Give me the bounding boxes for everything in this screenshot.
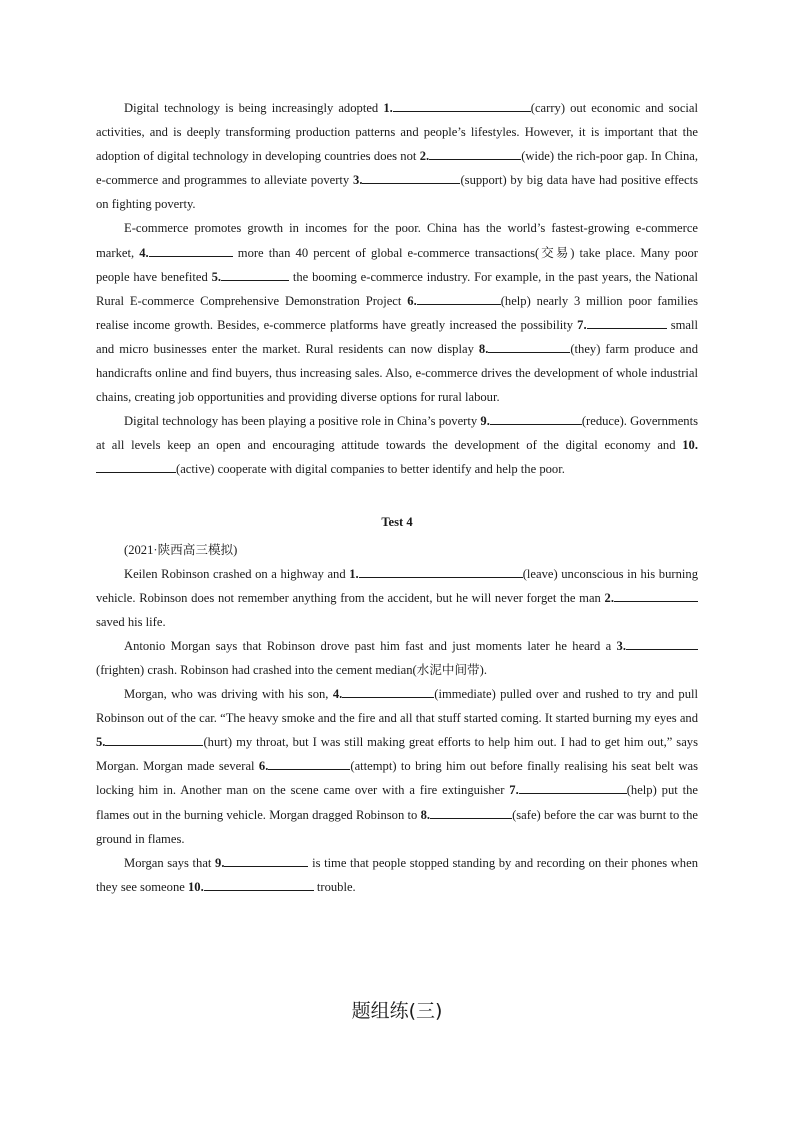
answer-blank[interactable]: [519, 780, 627, 794]
answer-blank[interactable]: [359, 564, 523, 578]
answer-blank[interactable]: [626, 636, 698, 650]
answer-blank[interactable]: [417, 291, 501, 305]
blank-number: 7: [509, 783, 516, 798]
blank-number: 6: [258, 759, 266, 774]
answer-blank[interactable]: [429, 146, 521, 160]
answer-blank[interactable]: [362, 170, 460, 184]
blank-number: 4: [139, 245, 146, 260]
answer-blank[interactable]: [268, 756, 350, 770]
answer-blank[interactable]: [149, 243, 233, 257]
passage1-paragraph-3: Digital technology has been playing a positive role in China’s poverty 9. (reduce). Governments at all levels keep an open and encouraging attitude towards the development of the digital economy and 10.(active) cooperate with digital companies to better identify and help the poor.: [96, 409, 698, 481]
answer-blank[interactable]: [430, 805, 512, 819]
blank-number: 6: [407, 293, 414, 308]
blank-number: 3: [616, 638, 623, 653]
blank-number: 9: [215, 855, 222, 870]
group-title: 题组练(三): [351, 1000, 443, 1022]
passage1-paragraph-2: E-commerce promotes growth in incomes for the poor. China has the world’s fastest-growing e-commerce market, 4. more than 40 percent of global e-commerce transactions(交易) take place. Many poor people have benefited 5. the booming e-commerce industry. For example, in the past years, the National Rural E-commerce Comprehensive Demonstration Project 6. (help) nearly 3 million poor families realise income growth. Besides, e-commerce platforms have greatly increased the possibility 7. small and micro businesses enter the market. Rural residents can now display 8. (they) farm produce and handicrafts online and find buyers, thus increasing sales. Also, e-commerce drives the development of whole industrial chains, creating job opportunities and providing diverse options for rural labour.: [96, 221, 699, 405]
blank-number: 5: [96, 735, 103, 750]
test4-paragraph-2: Antonio Morgan says that Robinson drove past him fast and just moments later he heard a 3.(frighten) crash. Robinson had crashed into the cement median(水泥中间带).: [96, 634, 698, 682]
answer-blank[interactable]: [221, 267, 289, 281]
answer-blank[interactable]: [393, 98, 531, 112]
blank-number: 5: [211, 269, 218, 284]
blank-number: 9: [480, 414, 487, 429]
test4-paragraph-4: Morgan says that 9. is time that people stopped standing by and recording on their phones when they see someone 10. trouble.: [96, 851, 698, 899]
answer-blank[interactable]: [204, 877, 314, 891]
passage1-paragraph-1: Digital technology is being increasingly adopted 1. (carry) out economic and social activities, and is deeply transforming production patterns and people’s lifestyles. However, it is important that the adoption of digital technology in developing countries does not 2. (wide) the rich-poor gap. In China, e-commerce and programmes to alleviate poverty 3. (support) by big data have had positive effects on fighting poverty.: [96, 96, 698, 216]
answer-blank[interactable]: [96, 459, 176, 473]
blank-number: 10: [187, 879, 201, 894]
blank-number: 7: [577, 317, 584, 332]
blank-number: 1: [349, 566, 356, 581]
answer-blank[interactable]: [488, 339, 570, 353]
blank-number: 4: [332, 687, 340, 702]
test-title: Test 4: [381, 514, 413, 529]
blank-number: 1: [383, 101, 390, 115]
test-source: (2021·陕西高三模拟): [124, 542, 238, 557]
blank-number: 2: [604, 590, 611, 605]
test4-paragraph-3: Morgan, who was driving with his son, 4. (immediate) pulled over and rushed to try and pull Robinson out of the car. “The heavy smoke and the fire and all that stuff started coming. It started burning my eyes and 5. (hurt) my throat, but I was still making great efforts to help him out. I had to get him out,” says Morgan. Morgan made several 6. (attempt) to bring him out before finally realising his seat belt was locking him in. Another man on the scene came over with a fire extinguisher 7. (help) put the flames out in the burning vehicle. Morgan dragged Robinson to 8. (safe) before the car was burnt to the ground in flames.: [96, 682, 698, 851]
answer-blank[interactable]: [614, 588, 698, 602]
answer-blank[interactable]: [490, 411, 582, 425]
answer-blank[interactable]: [587, 315, 667, 329]
answer-blank[interactable]: [224, 853, 308, 867]
answer-blank[interactable]: [342, 684, 434, 698]
answer-blank[interactable]: [105, 732, 203, 746]
blank-number: 8: [420, 807, 427, 822]
blank-number: 2: [419, 149, 427, 164]
document-body: [96, 96, 698, 899]
test4-paragraph-1: Keilen Robinson crashed on a highway and 1. (leave) unconscious in his burning vehicle. Robinson does not remember anything from the accident, but he will never forget the man 2. saved his life.: [96, 562, 698, 634]
blank-number: 3: [353, 173, 360, 188]
blank-number: 8: [478, 341, 486, 356]
blank-number: 10: [682, 438, 695, 453]
